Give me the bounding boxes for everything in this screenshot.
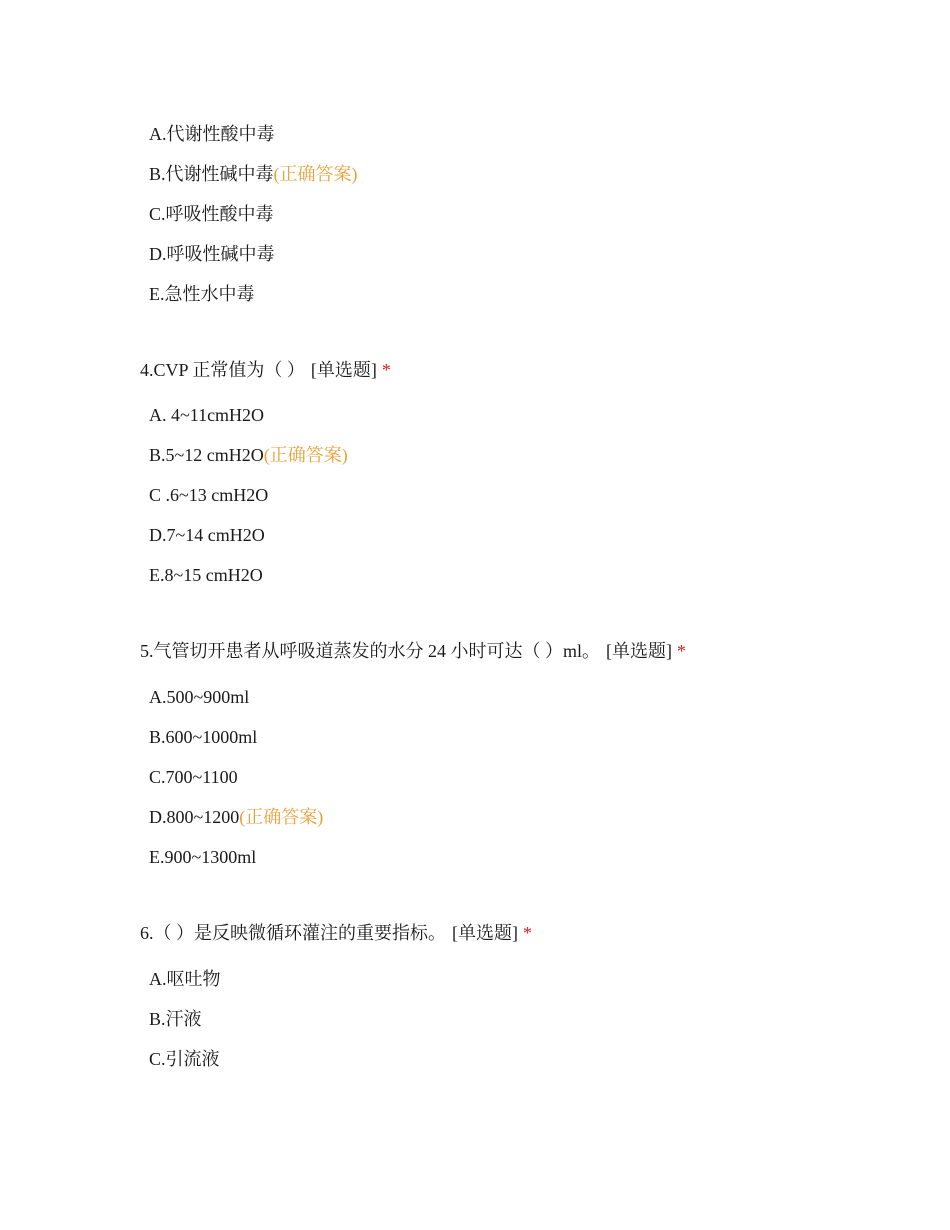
q3-options bbox=[149, 114, 358, 314]
q5-option-a: A.500~900ml bbox=[149, 687, 250, 707]
q3-option-b: B.代谢性碱中毒(正确答案) bbox=[149, 164, 358, 184]
q4-option-d: D.7~14 cmH2O bbox=[149, 525, 265, 545]
q3-option-c: C.呼吸性酸中毒 bbox=[149, 204, 274, 224]
q4-option-e: E.8~15 cmH2O bbox=[149, 565, 263, 585]
q5-option-e: E.900~1300ml bbox=[149, 847, 257, 867]
correct-answer-note: (正确答案) bbox=[239, 807, 324, 827]
q3-option-d: D.呼吸性碱中毒 bbox=[149, 244, 275, 264]
question-type-tag: [单选题] bbox=[310, 360, 377, 380]
q5-title: 5.气管切开患者从呼吸道蒸发的水分 24 小时可达（ ）ml。 [单选题] * bbox=[140, 641, 686, 661]
q4-option-b: B.5~12 cmH2O(正确答案) bbox=[149, 445, 348, 465]
q6-options bbox=[149, 959, 221, 1079]
q3-option-a: A.代谢性酸中毒 bbox=[149, 124, 275, 144]
required-mark: * bbox=[677, 641, 686, 661]
q4-option-a: A. 4~11cmH2O bbox=[149, 405, 265, 425]
q4-title: 4.CVP 正常值为（ ） [单选题] * bbox=[140, 360, 391, 380]
q6-option-a: A.呕吐物 bbox=[149, 969, 221, 989]
q5-options bbox=[149, 677, 323, 877]
q6-option-c: C.引流液 bbox=[149, 1049, 220, 1069]
correct-answer-note: (正确答案) bbox=[263, 445, 348, 465]
q6-title: 6.（ ）是反映微循环灌注的重要指标。 [单选题] * bbox=[140, 923, 532, 943]
q3-option-e: E.急性水中毒 bbox=[149, 284, 255, 304]
q5-option-c: C.700~1100 bbox=[149, 767, 238, 787]
required-mark: * bbox=[523, 923, 532, 943]
q5-option-b: B.600~1000ml bbox=[149, 727, 258, 747]
q5-option-d: D.800~1200(正确答案) bbox=[149, 807, 324, 827]
q4-options bbox=[149, 395, 348, 595]
q6-option-b: B.汗液 bbox=[149, 1009, 202, 1029]
question-type-tag: [单选题] bbox=[606, 641, 672, 661]
required-mark: * bbox=[381, 360, 391, 380]
correct-answer-note: (正确答案) bbox=[273, 164, 358, 184]
q4-option-c: C .6~13 cmH2O bbox=[149, 485, 269, 505]
question-type-tag: [单选题] bbox=[452, 923, 518, 943]
